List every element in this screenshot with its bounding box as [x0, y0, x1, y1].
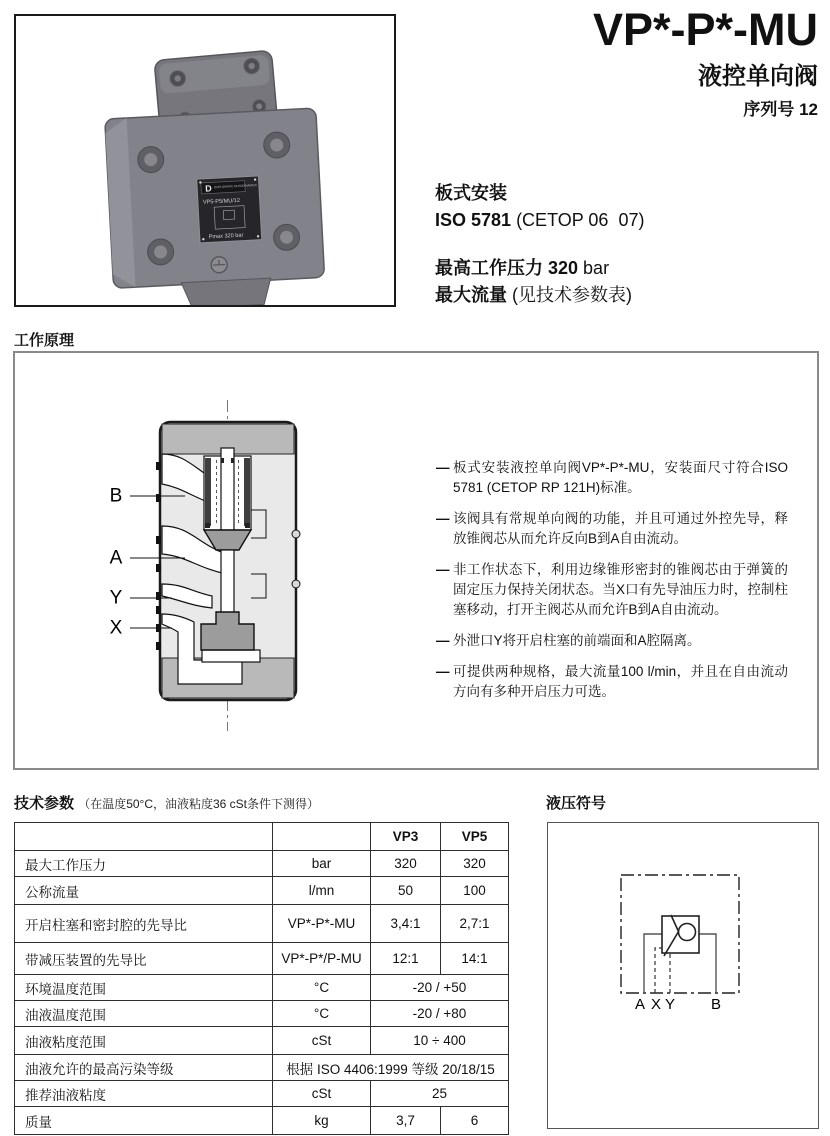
bullet-dash: —	[436, 633, 450, 648]
hydraulic-symbol-box	[547, 822, 819, 1129]
table-row	[15, 1001, 509, 1027]
row-label: 油液温度范围	[15, 1001, 273, 1027]
bullet-text: 板式安装液控单向阀VP*-P*-MU，安装面尺寸符合ISO 5781 (CETOP RP 121H)标准。	[453, 460, 788, 495]
port-label-b: B	[109, 485, 123, 507]
row-label: 开启柱塞和密封腔的先导比	[15, 905, 273, 943]
bullet-item	[436, 560, 788, 620]
bullet-dash: —	[436, 460, 450, 475]
table-row	[15, 905, 509, 943]
hydraulic-symbol-diagram	[548, 823, 818, 1128]
symbol-port-y: Y	[664, 996, 676, 1013]
max-pressure-value: 最高工作压力 320	[435, 258, 579, 278]
title-block	[593, 6, 818, 120]
table-row	[15, 1081, 509, 1107]
mounting-standard	[435, 211, 644, 229]
symbol-port-x: X	[650, 996, 662, 1013]
row-value: 根据 ISO 4406:1999 等级 20/18/15	[273, 1055, 509, 1081]
row-label: 带减压装置的先导比	[15, 943, 273, 975]
page-title: VP*-P*-MU	[592, 4, 818, 55]
pressure-unit: bar	[578, 258, 610, 278]
row-vp3: 3,4:1	[371, 905, 441, 943]
brand-nameplate	[197, 176, 262, 243]
bullet-text: 可提供两种规格，最大流量100 l/min，并且在自由流动方向有多种开启压力可选。	[453, 664, 788, 699]
row-label: 油液允许的最高污染等级	[15, 1055, 273, 1081]
table-row	[15, 943, 509, 975]
col-header-vp5: VP5	[441, 823, 509, 851]
specs-heading	[14, 792, 319, 813]
row-label: 油液粘度范围	[15, 1027, 273, 1055]
row-label: 公称流量	[15, 877, 273, 905]
model-code: VP5-P5/MU/12	[202, 197, 241, 206]
row-label: 质量	[15, 1107, 273, 1135]
bullet-dash: —	[436, 562, 450, 577]
row-label: 推荐油液粘度	[15, 1081, 273, 1107]
port-label-x: X	[109, 617, 123, 639]
bullet-item	[436, 458, 788, 498]
row-vp3: 12:1	[371, 943, 441, 975]
specs-table	[14, 822, 509, 1135]
max-flow-note: (见技术参数表)	[507, 285, 632, 305]
row-vp5: 100	[441, 877, 509, 905]
row-unit: °C	[273, 1001, 371, 1027]
row-value: 25	[371, 1081, 509, 1107]
symbol-port-a: A	[634, 996, 646, 1013]
row-label: 环境温度范围	[15, 975, 273, 1001]
table-row	[15, 975, 509, 1001]
col-header-vp3: VP3	[371, 823, 441, 851]
pressure-rating: Pmax 320 bar	[208, 232, 244, 241]
row-vp3: 320	[371, 851, 441, 877]
valve-cross-section	[92, 398, 332, 733]
valve-body-photo	[102, 48, 326, 305]
port-label-a: A	[109, 547, 123, 569]
mounting-info	[435, 184, 644, 313]
row-unit: VP*-P*/P-MU	[273, 943, 371, 975]
row-unit: °C	[273, 975, 371, 1001]
row-unit: cSt	[273, 1081, 371, 1107]
product-photo-frame	[14, 14, 396, 307]
row-unit: cSt	[273, 1027, 371, 1055]
table-row	[15, 823, 509, 851]
row-vp5: 14:1	[441, 943, 509, 975]
working-principle-heading: 工作原理	[14, 332, 75, 349]
row-vp3: 50	[371, 877, 441, 905]
table-row	[15, 1107, 509, 1135]
table-row	[15, 1055, 509, 1081]
row-vp5: 320	[441, 851, 509, 877]
specs-title: 技术参数	[14, 795, 75, 812]
max-flow-label: 最大流量	[435, 285, 507, 305]
series-number: 序列号 12	[743, 99, 818, 119]
row-vp5: 6	[441, 1107, 509, 1135]
row-unit: l/mn	[273, 877, 371, 905]
row-unit: VP*-P*-MU	[273, 905, 371, 943]
symbol-port-b: B	[710, 996, 722, 1013]
specs-conditions: （在温度50°C，油液粘度36 cSt条件下测得）	[78, 797, 320, 811]
row-vp5: 2,7:1	[441, 905, 509, 943]
specs-table-wrap	[14, 822, 509, 1135]
brand-text: DUPLOMATIC OLEODINAMICA	[213, 182, 257, 190]
mounting-type: 板式安装	[435, 183, 507, 203]
brand-logo: D	[204, 183, 212, 194]
row-unit: bar	[273, 851, 371, 877]
row-value: 10 ÷ 400	[371, 1027, 509, 1055]
cetop-sizes: (CETOP 06 07)	[511, 210, 645, 230]
port-label-y: Y	[109, 587, 123, 609]
bullet-dash: —	[436, 511, 450, 526]
max-flow-line	[435, 286, 644, 304]
page-subtitle: 液控单向阀	[698, 62, 818, 90]
bullet-text: 该阀具有常规单向阀的功能，并且可通过外控先导，释放锥阀芯从而允许反向B到A自由流动。	[453, 511, 788, 546]
bullet-dash: —	[436, 664, 450, 679]
row-value: -20 / +50	[371, 975, 509, 1001]
bullet-item	[436, 509, 788, 549]
feature-bullets	[436, 458, 788, 713]
bullet-item	[436, 662, 788, 702]
iso-standard: ISO 5781	[435, 210, 512, 230]
table-row	[15, 877, 509, 905]
hydraulic-symbol-heading: 液压符号	[546, 795, 607, 812]
max-pressure-line	[435, 259, 644, 277]
table-row	[15, 851, 509, 877]
valve-photo-illustration	[16, 16, 394, 305]
row-label: 最大工作压力	[15, 851, 273, 877]
row-vp3: 3,7	[371, 1107, 441, 1135]
row-value: -20 / +80	[371, 1001, 509, 1027]
bullet-text: 外泄口Y将开启柱塞的前端面和A腔隔离。	[453, 633, 701, 648]
bullet-item	[436, 631, 788, 651]
table-row	[15, 1027, 509, 1055]
row-unit: kg	[273, 1107, 371, 1135]
bullet-text: 非工作状态下，利用边缘锥形密封的锥阀芯由于弹簧的固定压力保持关闭状态。当X口有先导油压力时，控制柱塞移动，打开主阀芯从而允许B到A自由流动。	[453, 562, 788, 617]
